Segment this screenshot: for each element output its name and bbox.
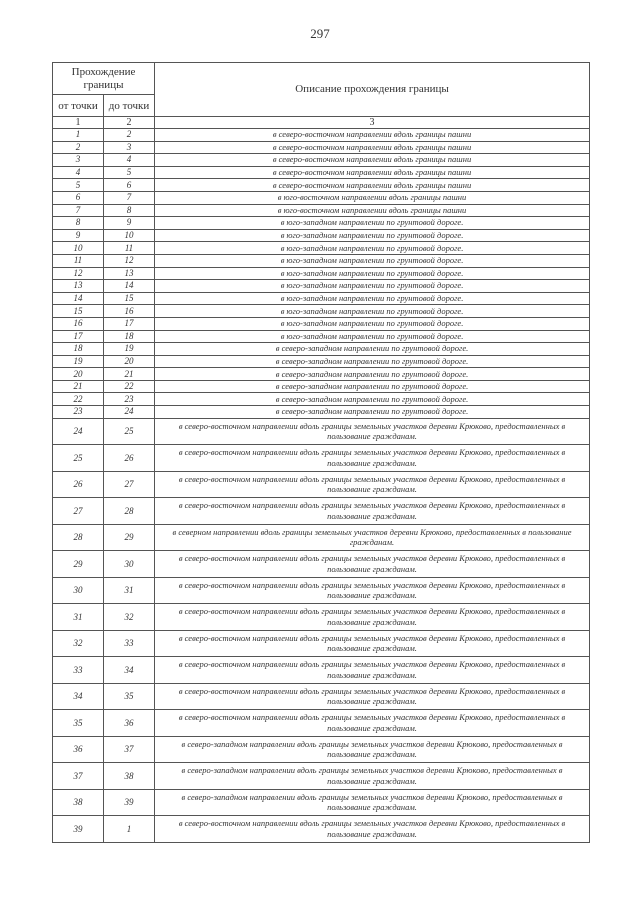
table-row — [53, 736, 590, 763]
to-point-cell: 36 — [104, 710, 155, 737]
from-point-cell: 16 — [53, 317, 104, 330]
description-cell: в северо-западном направлении по грунтовой дороге. — [155, 393, 590, 406]
description-cell: в северо-восточном направлении вдоль границы земельных участков деревни Крюково, предоставленных в пользование гражданам. — [155, 418, 590, 445]
to-point-cell: 17 — [104, 317, 155, 330]
from-point-cell: 29 — [53, 551, 104, 578]
description-cell: в северо-западном направлении по грунтовой дороге. — [155, 380, 590, 393]
column-number: 3 — [155, 117, 590, 129]
description-cell: в юго-западном направлении по грунтовой дороге. — [155, 305, 590, 318]
header-group: Прохождение границы — [53, 63, 155, 95]
from-point-cell: 27 — [53, 498, 104, 525]
description-cell: в северо-восточном направлении вдоль границы пашни — [155, 129, 590, 142]
from-point-cell: 26 — [53, 471, 104, 498]
from-point-cell: 25 — [53, 445, 104, 472]
to-point-cell: 18 — [104, 330, 155, 343]
to-point-cell: 16 — [104, 305, 155, 318]
description-cell: в северо-восточном направлении вдоль границы пашни — [155, 154, 590, 167]
description-cell: в северо-западном направлении по грунтовой дороге. — [155, 355, 590, 368]
to-point-cell: 31 — [104, 577, 155, 604]
table-row — [53, 498, 590, 525]
from-point-cell: 20 — [53, 368, 104, 381]
table-row — [53, 577, 590, 604]
description-cell: в северо-восточном направлении вдоль границы пашни — [155, 166, 590, 179]
description-cell: в северо-западном направлении вдоль границы земельных участков деревни Крюково, предоставленных в пользование гражданам. — [155, 763, 590, 790]
from-point-cell: 32 — [53, 630, 104, 657]
from-point-cell: 7 — [53, 204, 104, 217]
to-point-cell: 28 — [104, 498, 155, 525]
table-row — [53, 330, 590, 343]
table-row — [53, 242, 590, 255]
description-cell: в северо-восточном направлении вдоль границы земельных участков деревни Крюково, предоставленных в пользование гражданам. — [155, 630, 590, 657]
table-row — [53, 471, 590, 498]
to-point-cell: 37 — [104, 736, 155, 763]
table-row — [53, 129, 590, 142]
from-point-cell: 11 — [53, 254, 104, 267]
to-point-cell: 7 — [104, 191, 155, 204]
table-row — [53, 292, 590, 305]
to-point-cell: 1 — [104, 816, 155, 843]
description-cell: в юго-западном направлении по грунтовой дороге. — [155, 280, 590, 293]
description-cell: в северо-западном направлении вдоль границы земельных участков деревни Крюково, предоставленных в пользование гражданам. — [155, 789, 590, 816]
to-point-cell: 26 — [104, 445, 155, 472]
description-cell: в северо-восточном направлении вдоль границы земельных участков деревни Крюково, предоставленных в пользование гражданам. — [155, 445, 590, 472]
to-point-cell: 34 — [104, 657, 155, 684]
description-cell: в северо-восточном направлении вдоль границы земельных участков деревни Крюково, предоставленных в пользование гражданам. — [155, 604, 590, 631]
from-point-cell: 28 — [53, 524, 104, 551]
to-point-cell: 5 — [104, 166, 155, 179]
from-point-cell: 5 — [53, 179, 104, 192]
table-row — [53, 154, 590, 167]
table-row — [53, 763, 590, 790]
from-point-cell: 21 — [53, 380, 104, 393]
to-point-cell: 22 — [104, 380, 155, 393]
to-point-cell: 6 — [104, 179, 155, 192]
from-point-cell: 9 — [53, 229, 104, 242]
table-row — [53, 166, 590, 179]
to-point-cell: 35 — [104, 683, 155, 710]
table-row — [53, 418, 590, 445]
to-point-cell: 29 — [104, 524, 155, 551]
description-cell: в северо-восточном направлении вдоль границы пашни — [155, 141, 590, 154]
description-cell: в юго-западном направлении по грунтовой дороге. — [155, 292, 590, 305]
table-row — [53, 141, 590, 154]
description-cell: в северном направлении вдоль границы земельных участков деревни Крюково, предоставленных в пользование гражданам. — [155, 524, 590, 551]
from-point-cell: 4 — [53, 166, 104, 179]
table-row — [53, 710, 590, 737]
description-cell: в северо-восточном направлении вдоль границы земельных участков деревни Крюково, предоставленных в пользование гражданам. — [155, 710, 590, 737]
from-point-cell: 35 — [53, 710, 104, 737]
to-point-cell: 12 — [104, 254, 155, 267]
from-point-cell: 6 — [53, 191, 104, 204]
header-description: Описание прохождения границы — [155, 63, 590, 117]
to-point-cell: 24 — [104, 406, 155, 419]
table-row — [53, 267, 590, 280]
table-row — [53, 789, 590, 816]
description-cell: в юго-западном направлении по грунтовой дороге. — [155, 267, 590, 280]
page-number: 297 — [310, 26, 330, 41]
from-point-cell: 3 — [53, 154, 104, 167]
from-point-cell: 34 — [53, 683, 104, 710]
from-point-cell: 31 — [53, 604, 104, 631]
table-row — [53, 191, 590, 204]
to-point-cell: 23 — [104, 393, 155, 406]
table-row — [53, 380, 590, 393]
description-cell: в северо-восточном направлении вдоль границы пашни — [155, 179, 590, 192]
table-row — [53, 524, 590, 551]
table-row — [53, 317, 590, 330]
table-row — [53, 229, 590, 242]
description-cell: в юго-западном направлении по грунтовой дороге. — [155, 330, 590, 343]
to-point-cell: 30 — [104, 551, 155, 578]
table-row — [53, 551, 590, 578]
from-point-cell: 8 — [53, 217, 104, 230]
description-cell: в юго-западном направлении по грунтовой дороге. — [155, 317, 590, 330]
header-to: до точки — [104, 95, 155, 117]
table-row — [53, 204, 590, 217]
from-point-cell: 39 — [53, 816, 104, 843]
from-point-cell: 24 — [53, 418, 104, 445]
from-point-cell: 18 — [53, 343, 104, 356]
to-point-cell: 9 — [104, 217, 155, 230]
from-point-cell: 12 — [53, 267, 104, 280]
from-point-cell: 17 — [53, 330, 104, 343]
to-point-cell: 15 — [104, 292, 155, 305]
table-row — [53, 816, 590, 843]
column-number: 1 — [53, 117, 104, 129]
header-from: от точки — [53, 95, 104, 117]
to-point-cell: 3 — [104, 141, 155, 154]
to-point-cell: 32 — [104, 604, 155, 631]
to-point-cell: 39 — [104, 789, 155, 816]
table-row — [53, 254, 590, 267]
description-cell: в юго-восточном направлении вдоль границы пашни — [155, 204, 590, 217]
from-point-cell: 30 — [53, 577, 104, 604]
table-row — [53, 406, 590, 419]
from-point-cell: 10 — [53, 242, 104, 255]
table-row — [53, 179, 590, 192]
column-number: 2 — [104, 117, 155, 129]
description-cell: в северо-западном направлении по грунтовой дороге. — [155, 368, 590, 381]
table-row — [53, 445, 590, 472]
table-row — [53, 368, 590, 381]
to-point-cell: 10 — [104, 229, 155, 242]
table-row — [53, 280, 590, 293]
from-point-cell: 2 — [53, 141, 104, 154]
boundary-table — [52, 62, 590, 843]
to-point-cell: 2 — [104, 129, 155, 142]
to-point-cell: 11 — [104, 242, 155, 255]
description-cell: в северо-восточном направлении вдоль границы земельных участков деревни Крюково, предоставленных в пользование гражданам. — [155, 816, 590, 843]
to-point-cell: 13 — [104, 267, 155, 280]
table-row — [53, 630, 590, 657]
description-cell: в северо-восточном направлении вдоль границы земельных участков деревни Крюково, предоставленных в пользование гражданам. — [155, 498, 590, 525]
from-point-cell: 36 — [53, 736, 104, 763]
description-cell: в северо-восточном направлении вдоль границы земельных участков деревни Крюково, предоставленных в пользование гражданам. — [155, 577, 590, 604]
description-cell: в юго-западном направлении по грунтовой дороге. — [155, 254, 590, 267]
description-cell: в юго-западном направлении по грунтовой дороге. — [155, 229, 590, 242]
table-row — [53, 604, 590, 631]
from-point-cell: 37 — [53, 763, 104, 790]
table-row — [53, 683, 590, 710]
to-point-cell: 19 — [104, 343, 155, 356]
table-row — [53, 305, 590, 318]
table-row — [53, 343, 590, 356]
to-point-cell: 4 — [104, 154, 155, 167]
description-cell: в северо-восточном направлении вдоль границы земельных участков деревни Крюково, предоставленных в пользование гражданам. — [155, 551, 590, 578]
to-point-cell: 21 — [104, 368, 155, 381]
description-cell: в юго-западном направлении по грунтовой дороге. — [155, 217, 590, 230]
description-cell: в юго-западном направлении по грунтовой дороге. — [155, 242, 590, 255]
from-point-cell: 19 — [53, 355, 104, 368]
from-point-cell: 23 — [53, 406, 104, 419]
to-point-cell: 25 — [104, 418, 155, 445]
description-cell: в северо-восточном направлении вдоль границы земельных участков деревни Крюково, предоставленных в пользование гражданам. — [155, 683, 590, 710]
to-point-cell: 8 — [104, 204, 155, 217]
table-row — [53, 657, 590, 684]
table-row — [53, 393, 590, 406]
from-point-cell: 33 — [53, 657, 104, 684]
description-cell: в северо-западном направлении вдоль границы земельных участков деревни Крюково, предоставленных в пользование гражданам. — [155, 736, 590, 763]
from-point-cell: 22 — [53, 393, 104, 406]
description-cell: в юго-восточном направлении вдоль границы пашни — [155, 191, 590, 204]
table-row — [53, 355, 590, 368]
from-point-cell: 38 — [53, 789, 104, 816]
from-point-cell: 14 — [53, 292, 104, 305]
description-cell: в северо-западном направлении по грунтовой дороге. — [155, 343, 590, 356]
table-row — [53, 217, 590, 230]
from-point-cell: 13 — [53, 280, 104, 293]
to-point-cell: 20 — [104, 355, 155, 368]
from-point-cell: 1 — [53, 129, 104, 142]
from-point-cell: 15 — [53, 305, 104, 318]
description-cell: в северо-восточном направлении вдоль границы земельных участков деревни Крюково, предоставленных в пользование гражданам. — [155, 657, 590, 684]
to-point-cell: 14 — [104, 280, 155, 293]
description-cell: в северо-западном направлении по грунтовой дороге. — [155, 406, 590, 419]
description-cell: в северо-восточном направлении вдоль границы земельных участков деревни Крюково, предоставленных в пользование гражданам. — [155, 471, 590, 498]
to-point-cell: 27 — [104, 471, 155, 498]
to-point-cell: 38 — [104, 763, 155, 790]
to-point-cell: 33 — [104, 630, 155, 657]
